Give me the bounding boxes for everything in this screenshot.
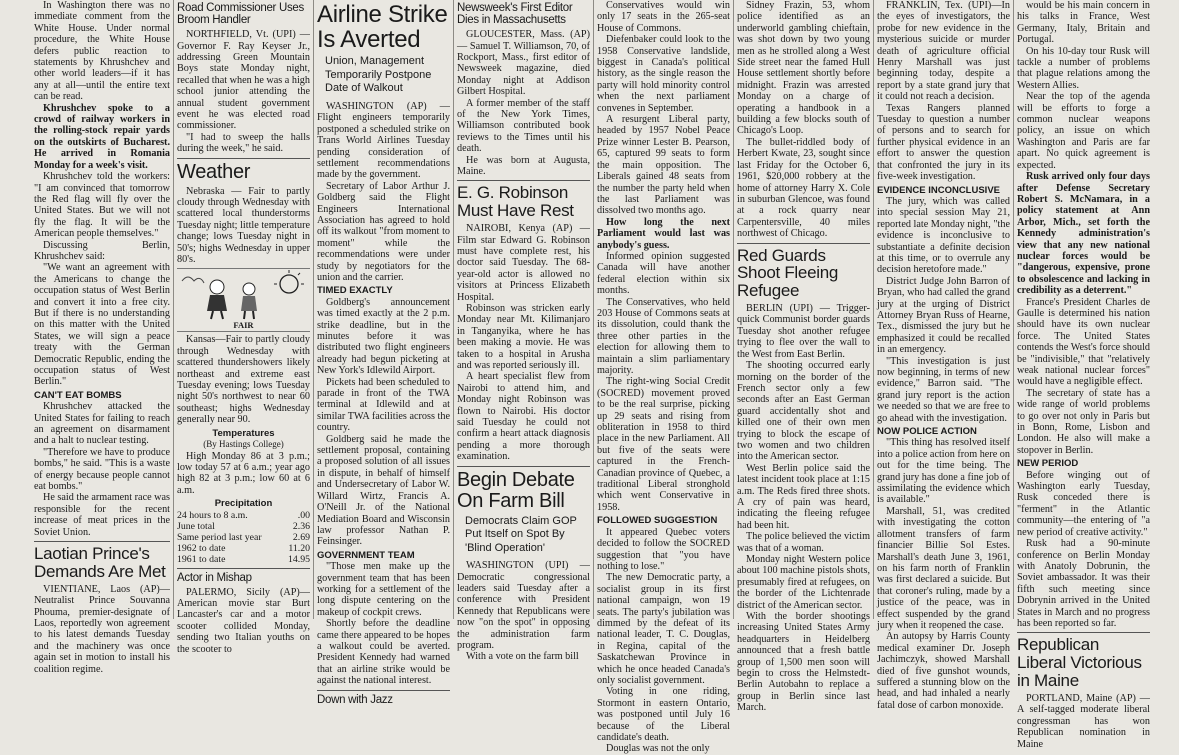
texas-paragraph: "This thing has resolved itself into a police action from here on out for the time being. The grand jury has done a fine job of assimilating the evidence which is available." xyxy=(877,437,1010,506)
canada-paragraph: The new Democratic party, a socialist group in its first national campaign, won 19 seats. The party's jubilation was dimmed by the defeat of its national leader, T. C. Douglas, in Regina, capital of the Saskatchewan Province in which he once headed Canada's only socialist government. xyxy=(597,572,730,686)
airline-paragraph: Goldberg's announcement was timed exactly at the 2 p.m. strike deadline, but in the minutes before it was distributed two flight engineers already had begun picketing at New York's Idlewild Airport. xyxy=(317,296,450,377)
robinson-headline: E. G. Robinson Must Have Rest xyxy=(457,183,574,221)
column-separator xyxy=(173,0,174,619)
newsweek-headline: Newsweek's First Editor Dies in Massachusetts xyxy=(457,2,573,27)
airline-paragraph: "Those men make up the government team that has been working for a settlement of the long dispute centering on the makeup of cockpit crews. xyxy=(317,561,450,618)
newsweek-paragraph: He was born at Augusta, Maine. xyxy=(457,154,590,177)
berlin-paragraph: West Berlin police said the latest incident took place at 1:15 a.m. The Reds fired three shots. A cry of pain was heard, indicating the fleeing refugee had been hit. xyxy=(737,462,870,531)
column-2 xyxy=(177,0,310,655)
subhead-now-police-action: NOW POLICE ACTION xyxy=(877,426,977,438)
column-separator xyxy=(1013,0,1014,619)
chicago-paragraph: Sidney Frazin, 53, whom police identified as an underworld gambling chieftain, was shot down by two young men as he strolled along a West Side street near the famed Hull House settlement shortly before midnight. Frazin was arrested Monday on a charge of operating a handbook in a building a few blocks south of Chicago's Loop. xyxy=(737,0,870,137)
column-rule xyxy=(177,568,310,569)
canada-paragraph: Conservatives would win only 17 seats in the 265-seat House of Commons. xyxy=(597,0,730,34)
khrushchev-paragraph: "We want an agreement with the Americans to change the occupation status of West Berlin and convert it into a free city. But if there is no understanding on this matter with the United States, we will sign a peace treaty with the German Democratic Republic, ending the occupation status of West Berlin." xyxy=(34,262,170,388)
robinson-paragraph: NAIROBI, Kenya (AP) — Film star Edward G. Robinson must have complete rest, his doctor said Tuesday. The 68-year-old actor is allowed no visitors at Princess Elizabeth Hospital. xyxy=(457,223,590,303)
weather-nebraska: Nebraska — Fair to partly cloudy through Wednesday with scattered local thunderstorms Tuesday night; little temperature change; lows Tuesday night in 50's; highs Wednesday in upper 80's. xyxy=(177,185,310,266)
khrushchev-paragraph: Discussing Berlin, Khrushchev said: xyxy=(34,239,170,262)
rusk-paragraph: The secretary of state has a wide range of world problems to go over not only in Paris but in Bonn, Rome, Lisbon and London. He also will make a stopover in Berlin. xyxy=(1017,387,1150,456)
down-with-jazz-headline: Down with Jazz xyxy=(317,693,393,706)
airline-paragraph: WASHINGTON (AP) — Flight engineers temporarily postponed a scheduled strike on Trans World Airlines Tuesday pending consideration of settlement recommendations made by the government. xyxy=(317,100,450,181)
rusk-paragraph: France's President Charles de Gaulle is determined his nation should have its own nuclear force. The United States contends the West's force should be "indivisible," that "relatively weak national nuclear forces" would have a negligible effect. xyxy=(1017,296,1150,388)
texas-paragraph: The jury, which was called into special session May 21, reported late Monday night, "the evidence is inconclusive to substantiate a definite decision at this time, or to overrule any decision heretofore made." xyxy=(877,195,1010,276)
maine-paragraph: PORTLAND, Maine (AP) — A self-tagged moderate liberal congressman has won Republican nomination in Maine xyxy=(1017,692,1150,750)
table-row: Same period last year 2.69 xyxy=(177,531,310,543)
fair-weather-cartoon-icon xyxy=(177,269,310,321)
texas-paragraph: District Judge John Barron of Bryan, who had called the grand jury at the urging of District Attorney Bryan Russ of Hearne, Tex., dismissed the jury but he emphasized it could be recalled in an emergency. xyxy=(877,275,1010,356)
farm-bill-headline: Begin Debate On Farm Bill xyxy=(457,468,575,512)
column-8 xyxy=(1017,0,1150,750)
weather-figure-caption: FAIR xyxy=(233,320,254,331)
khrushchev-paragraph: Khrushchev attacked the United States for failing to reach an agreement on disarmament and a halt to nuclear testing. xyxy=(34,401,170,447)
newsweek-paragraph: GLOUCESTER, Mass. (AP) — Samuel T. Williamson, 70, of Rockport, Mass., first editor of Newsweek magazine, died Monday night at Addison Gilbert Hospital. xyxy=(457,29,590,98)
canada-paragraph: It appeared Quebec voters decided to follow the SOCRED suggestion that "you have nothing to lose." xyxy=(597,526,730,572)
laos-paragraph: VIENTIANE, Laos (AP)—Neutralist Prince Souvanna Phouma, premier-designate of Laos, reportedly won agreement to his latest demands Tuesday and the machinery was once again set in motion to install his coalition regime. xyxy=(34,583,170,675)
texas-paragraph: Texas Rangers planned Tuesday to question a number of persons and to search for further physical evidence in an effort to answer the question that confronted the jury in its five-week investigation. xyxy=(877,102,1010,183)
table-row: June total 2.36 xyxy=(177,520,310,532)
column-separator xyxy=(593,0,594,619)
canada-paragraph: The Conservatives, who held 203 House of Commons seats at its dissolution, could thank the three other parties in the election for allowing them to maintain a slim parliamentary majority. xyxy=(597,296,730,376)
airline-paragraph: Goldberg said he made the settlement proposal, containing a proposed solution of all issues in dispute, in behalf of himself and Undersecretary of Labor W. Willard Wirtz, Francis A. O'Neill Jr. of the National Mediation Board and Wisconsin law professor Nathan P. Feinsinger. xyxy=(317,433,450,548)
chicago-paragraph: The bullet-riddled body of Herbert Kwate, 23, sought since last Friday for the October 6, 1961, $20,000 robbery at the home of attorney Harry X. Cole in suburban Glencoe, was found at a rock quarry near Carpentersville, 40 miles northwest of Chicago. xyxy=(737,136,870,240)
airline-paragraph: Shortly before the deadline came there appeared to be hopes a walkout could be averted. President Kennedy had warned that an airline strike would be against the national interest. xyxy=(317,618,450,687)
texas-paragraph: "This investigation is just now beginning, in terms of new evidence," Barron said. "The grand jury report is the action we needed so that we are free to go ahead with the investigation. xyxy=(877,355,1010,424)
rusk-bold-paragraph: Rusk arrived only four days after Defense Secretary Robert S. McNamara, in a policy statement at Ann Arbor, Mich., set forth the Kennedy administration's view that any new national nuclear forces would be "dangerous, expensive, prone to obsolescence and lacking in credibility as a deterrent." xyxy=(1017,171,1150,297)
road-paragraph: "I had to sweep the halls during the week," he said. xyxy=(177,131,310,155)
red-guards-headline: Red Guards Shoot Fleeing Refugee xyxy=(737,245,839,301)
temperatures-source: (By Hastings College) xyxy=(203,439,284,450)
canada-paragraph: Diefenbaker could look to the 1958 Conservative landslide, biggest in Canada's political history, as the single reason the party will hold minority control when the next parliament convenes in September. xyxy=(597,34,730,114)
robinson-paragraph: A heart specialist flew from Nairobi to attend him, and Monday night Robinson was flown to Nairobi. His doctor said Tuesday he could not confirm a heart attack diagnosis pending a more thorough examination. xyxy=(457,371,590,463)
khrushchev-paragraph: Khrushchev told the workers: "I am convinced that tomorrow the Red flag will fly over the United States. But we will not fly the flag. It will be the American people themselves." xyxy=(34,171,170,240)
berlin-paragraph: The police believed the victim was that of a woman. xyxy=(737,531,870,554)
texas-paragraph: An autopsy by Harris County medical examiner Dr. Joseph Jachimczyk, showed Marshall died of five gunshot wounds, suffered a stunning blow on the head, and had inhaled a nearly fatal dose of carbon monoxide. xyxy=(877,631,1010,711)
airline-paragraph: Pickets had been scheduled to parade in front of the TWA terminal at Idlewild and at similar TWA facilities across the country. xyxy=(317,376,450,434)
column-rule xyxy=(737,243,870,244)
canada-paragraph: Douglas was not the only xyxy=(606,743,710,755)
rusk-paragraph: Rusk had a 90-minute conference on Berlin Monday with Anatoly Dobrunin, the Soviet ambassador. It was their fifth such meeting since Dobrynin arrived in the United States in March and no progress has been reported so far. xyxy=(1017,538,1150,629)
column-4 xyxy=(457,0,590,663)
texas-paragraph: FRANKLIN, Tex. (UPI)—In the eyes of investigators, the probe for new evidence in the mysterious suicide or murder death of agriculture official Henry Marshall was just beginning today, despite a report by a state grand jury that it could not reach a decision. xyxy=(877,0,1010,103)
column-rule xyxy=(34,541,170,542)
canada-bold-paragraph: How long the next Parliament would last was anybody's guess. xyxy=(597,216,730,251)
maine-headline: Republican Liberal Victorious in Maine xyxy=(1017,635,1142,691)
column-rule xyxy=(457,466,590,467)
column-separator xyxy=(873,0,874,619)
column-separator xyxy=(453,0,454,619)
farm-bill-deck: Democrats Claim GOP Put Itself on Spot By 'Blind Operation' xyxy=(465,514,577,554)
canada-paragraph: Voting in one riding, Stormont in eastern Ontario, was postponed until July 16 because of the Liberal candidate's death. xyxy=(597,686,730,743)
column-rule xyxy=(457,180,590,181)
temperatures-text: High Monday 86 at 3 p.m.; low today 57 at 6 a.m.; year ago high 82 at 3 p.m.; low 60 at 6 a.m. xyxy=(177,450,310,496)
actor-paragraph: PALERMO, Sicily (AP)—American movie star Burt Lancaster's car and a motor scooter collided Monday, sending two Italian youths on the scooter to xyxy=(177,586,310,655)
khrushchev-paragraph: He said the armament race was responsible for the recent increase of meat prices in the Soviet Union. xyxy=(34,492,171,538)
berlin-paragraph: The shooting occurred early morning on the border of the French sector only a few seconds after an East German guard accidentally shot and killed one of their own men trying to block the escape of two women and two children into the American sector. xyxy=(737,360,870,463)
farm-paragraph: WASHINGTON (UPI) — Democratic congressional leaders said Tuesday after a conference with President Kennedy that Republicans were now "on the spot" in opposing the administration farm program. xyxy=(457,560,590,651)
actor-mishap-headline: Actor in Mishap xyxy=(177,571,252,584)
column-rule xyxy=(317,690,450,691)
rusk-paragraph: Before winging out of Washington early Tuesday, Rusk conceded there is "ferment" in the Atlantic community—the entering of "a new period of creative activity." xyxy=(1017,469,1150,538)
texas-paragraph: Marshall, 51, was credited with investigating the cotton allotment transfers of farm financier Billie Sol Estes. Marshall's death June 3, 1961, on his farm north of Franklin was first declared a suicide. But that coroner's ruling, made by a justice of the peace, was in effect suspended by the grand jury when it reopened the case. xyxy=(877,505,1010,631)
canada-paragraph: A resurgent Liberal party, headed by 1957 Nobel Peace Prize winner Lester B. Pearson, 65, captured 99 seats to form the main opposition. The Liberals gained 48 seats from the number the party held when the last Parliament was dissolved two months ago. xyxy=(597,114,730,217)
road-commissioner-headline: Road Commissioner Uses Broom Handler xyxy=(177,2,304,27)
subhead-followed-suggestion: FOLLOWED SUGGESTION xyxy=(597,515,718,527)
farm-paragraph: With a vote on the farm bill xyxy=(466,651,579,663)
column-5 xyxy=(597,0,730,755)
table-row: 1961 to date 14.95 xyxy=(177,553,310,565)
canada-paragraph: Informed opinion suggested Canada will have another federal election within six months. xyxy=(597,250,730,297)
column-3 xyxy=(317,0,450,706)
column-7 xyxy=(877,0,1010,711)
column-1 xyxy=(34,0,171,675)
table-row: 24 hours to 8 a.m. .00 xyxy=(177,509,310,521)
column-separator xyxy=(733,0,734,619)
khrushchev-paragraph: "Therefore we have to produce bombs," he said. "This is a waste of energy because people cannot eat bombs." xyxy=(34,446,170,493)
robinson-paragraph: Robinson was stricken early Monday near Mt. Kilimanjaro in Tanganyika, where he has been making a movie. He was taken to a hospital in Arusha and was reported seriously ill. xyxy=(457,302,590,371)
khrushchev-intro: In Washington there was no immediate comment from the White House. Under normal procedure, the White House defers public reaction to statements by Khrushchev and other world leaders—if it has any at all—until the entire text can be read. xyxy=(34,0,170,103)
laos-headline: Laotian Prince's Demands Are Met xyxy=(34,544,166,581)
subhead-timed-exactly: TIMED EXACTLY xyxy=(317,285,393,297)
subhead-evidence-inconclusive: EVIDENCE INCONCLUSIVE xyxy=(877,184,1000,196)
berlin-paragraph: Monday night Western police about 100 machine pistols shots, presumably fired at refugees, on the border of the Lichtenrade district of the American sector. xyxy=(737,554,870,611)
precipitation-table xyxy=(177,510,310,565)
table-row: 1962 to date 11.20 xyxy=(177,542,310,554)
road-paragraph: NORTHFIELD, Vt. (UPI) — Governor F. Ray Keyser Jr., addressing Green Mountain Boys state Monday night, recalled that when he was a high school junior attending the annual student government event he was elected road commissioner. xyxy=(177,29,310,132)
rusk-paragraph: Near the top of the agenda will be efforts to forge a common nuclear weapons policy, an issue on which Washington and Paris are far apart. No quick agreement is expected. xyxy=(1017,91,1150,171)
weather-illustration xyxy=(177,268,310,332)
khrushchev-bold-paragraph: Khrushchev spoke to a crowd of railway workers in the rolling-stock repair yards on the outskirts of Bucharest. He arrived in Romania Monday for a week's visit. xyxy=(34,102,170,171)
column-6 xyxy=(737,0,870,714)
column-separator xyxy=(313,0,314,619)
berlin-paragraph: BERLIN (UPI) — Trigger-quick Communist border guards Tuesday shot another refugee trying to flee over the wall to the West from East Berlin. xyxy=(737,303,870,360)
subhead-cant-eat-bombs: CAN'T EAT BOMBS xyxy=(34,389,122,401)
precipitation-title: Precipitation xyxy=(214,498,273,510)
airline-paragraph: Secretary of Labor Arthur J. Goldberg said the Flight Engineers International Association has agreed to hold off its walkout "from moment to moment" while the recommendations were under study by negotiators for the union and the carrier. xyxy=(317,180,450,283)
weather-kansas: Kansas—Fair to partly cloudy through Wednesday with scattered thundershowers likely northeast and extreme east Tuesday evening; lows Tuesday night 50's northwest to near 60 southeast; highs Wednesday generally near 90. xyxy=(177,334,310,426)
rusk-paragraph: would be his main concern in his talks in France, West Germany, Italy, Britain and Portugal. xyxy=(1017,0,1150,46)
subhead-new-period: NEW PERIOD xyxy=(1017,458,1079,470)
weather-headline: Weather xyxy=(177,160,251,183)
airline-strike-headline: Airline Strike Is Averted xyxy=(317,1,448,54)
column-rule xyxy=(1017,632,1150,633)
temperatures-title: Temperatures xyxy=(212,427,275,439)
berlin-paragraph: With the border shootings increasing United States Army headquarters in Heidelberg announced that a fresh battle group of 1,500 men soon will begin to cross the Helmstedt-Berlin Autobahn to replace a group in Berlin since last March. xyxy=(737,611,870,714)
subhead-government-team: GOVERNMENT TEAM xyxy=(317,549,415,561)
airline-strike-deck: Union, Management Temporarily Postpone Date of Walkout xyxy=(325,55,432,95)
column-rule xyxy=(177,158,310,159)
canada-paragraph: The right-wing Social Credit (SOCRED) movement proved to be the real surprise, picking up 29 seats and rising from obliteration in 1958 to third place in the new Parliament. All but five of the seats were captured in the French-Canadian province of Quebec, a traditional Liberal stronghold which went Conservative in 1958. xyxy=(597,376,730,513)
rusk-paragraph: On his 10-day tour Rusk will tackle a number of problems that plague relations among the Western Allies. xyxy=(1017,45,1150,91)
newsweek-paragraph: A former member of the staff of the New York Times, Williamson contributed book reviews to the Times until his death. xyxy=(457,97,590,155)
